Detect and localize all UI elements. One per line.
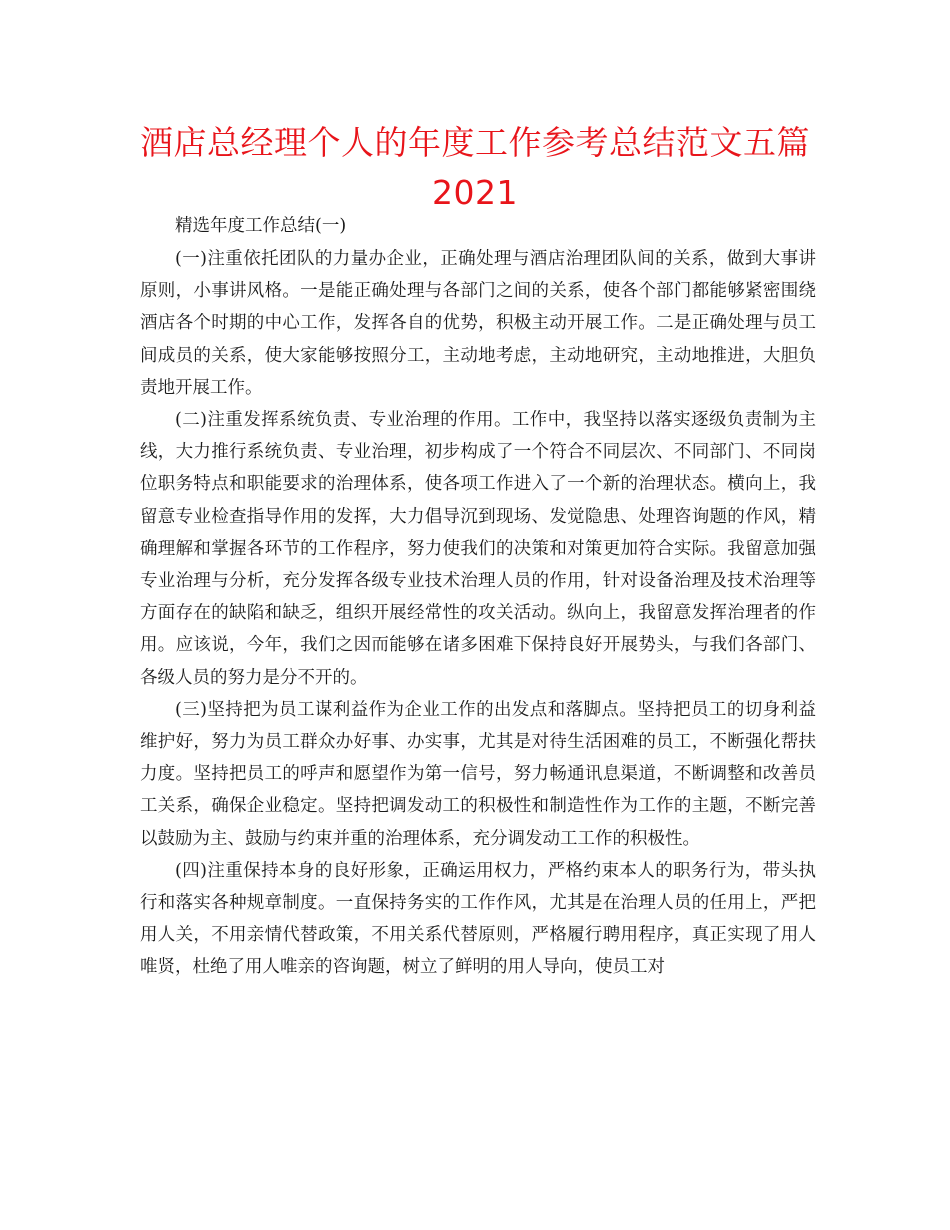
section-subtitle: 精选年度工作总结(一) (175, 216, 347, 236)
paragraph-2: (二)注重发挥系统负责、专业治理的作用。工作中，我坚持以落实逐级负责制为主线，大力推行系统负责、专业治理，初步构成了一个符合不同层次、不同部门、不同岗位职务特点和职能要求的治理体系，使各项工作进入了一个新的治理状态。横向上，我留意专业检查指导作用的发挥，大力倡导沉到现场、发觉隐患、处理咨询题的作风，精确理解和掌握各环节的工作程序，努力使我们的决策和对策更加符合实际。我留意加强专业治理与分析，充分发挥各级专业技术治理人员的作用，针对设备治理及技术治理等方面存在的缺陷和缺乏，组织开展经常性的攻关活动。纵向上，我留意发挥治理者的作用。应该说，今年，我们之因而能够在诸多困难下保持良好开展势头，与我们各部门、各级人员的努力是分不开的。 (140, 410, 816, 688)
title-line-1: 酒店总经理个人的年度工作参考总结范文五篇 (140, 123, 810, 162)
paragraph-1: (一)注重依托团队的力量办企业，正确处理与酒店治理团队间的关系，做到大事讲原则，小事讲风格。一是能正确处理与各部门之间的关系，使各个部门都能够紧密围绕酒店各个时期的中心工作，发挥各自的优势，积极主动开展工作。二是正确处理与员工间成员的关系，使大家能够按照分工，主动地考虑，主动地研究，主动地推进，大胆负责地开展工作。 (140, 249, 816, 398)
paragraph-3: (三)坚持把为员工谋利益作为企业工作的出发点和落脚点。坚持把员工的切身利益维护好，努力为员工群众办好事、办实事，尤其是对待生活困难的员工，不断强化帮扶力度。坚持把员工的呼声和愿望作为第一信号，努力畅通讯息渠道，不断调整和改善员工关系，确保企业稳定。坚持把调发动工的积极性和制造性作为工作的主题，不断完善以鼓励为主、鼓励与约束并重的治理体系，充分调发动工工作的积极性。 (140, 699, 816, 849)
paragraph-4: (四)注重保持本身的良好形象，正确运用权力，严格约束本人的职务行为，带头执行和落实各种规章制度。一直保持务实的工作作风，尤其是在治理人员的任用上，严把用人关，不用亲情代替政策，不用关系代替原则，严格履行聘用程序，真正实现了用人唯贤，杜绝了用人唯亲的咨询题，树立了鲜明的用人导向，使员工对 (140, 860, 816, 978)
title-line-2: 2021 (432, 173, 518, 212)
document-title (140, 118, 810, 218)
document-body (140, 210, 816, 984)
